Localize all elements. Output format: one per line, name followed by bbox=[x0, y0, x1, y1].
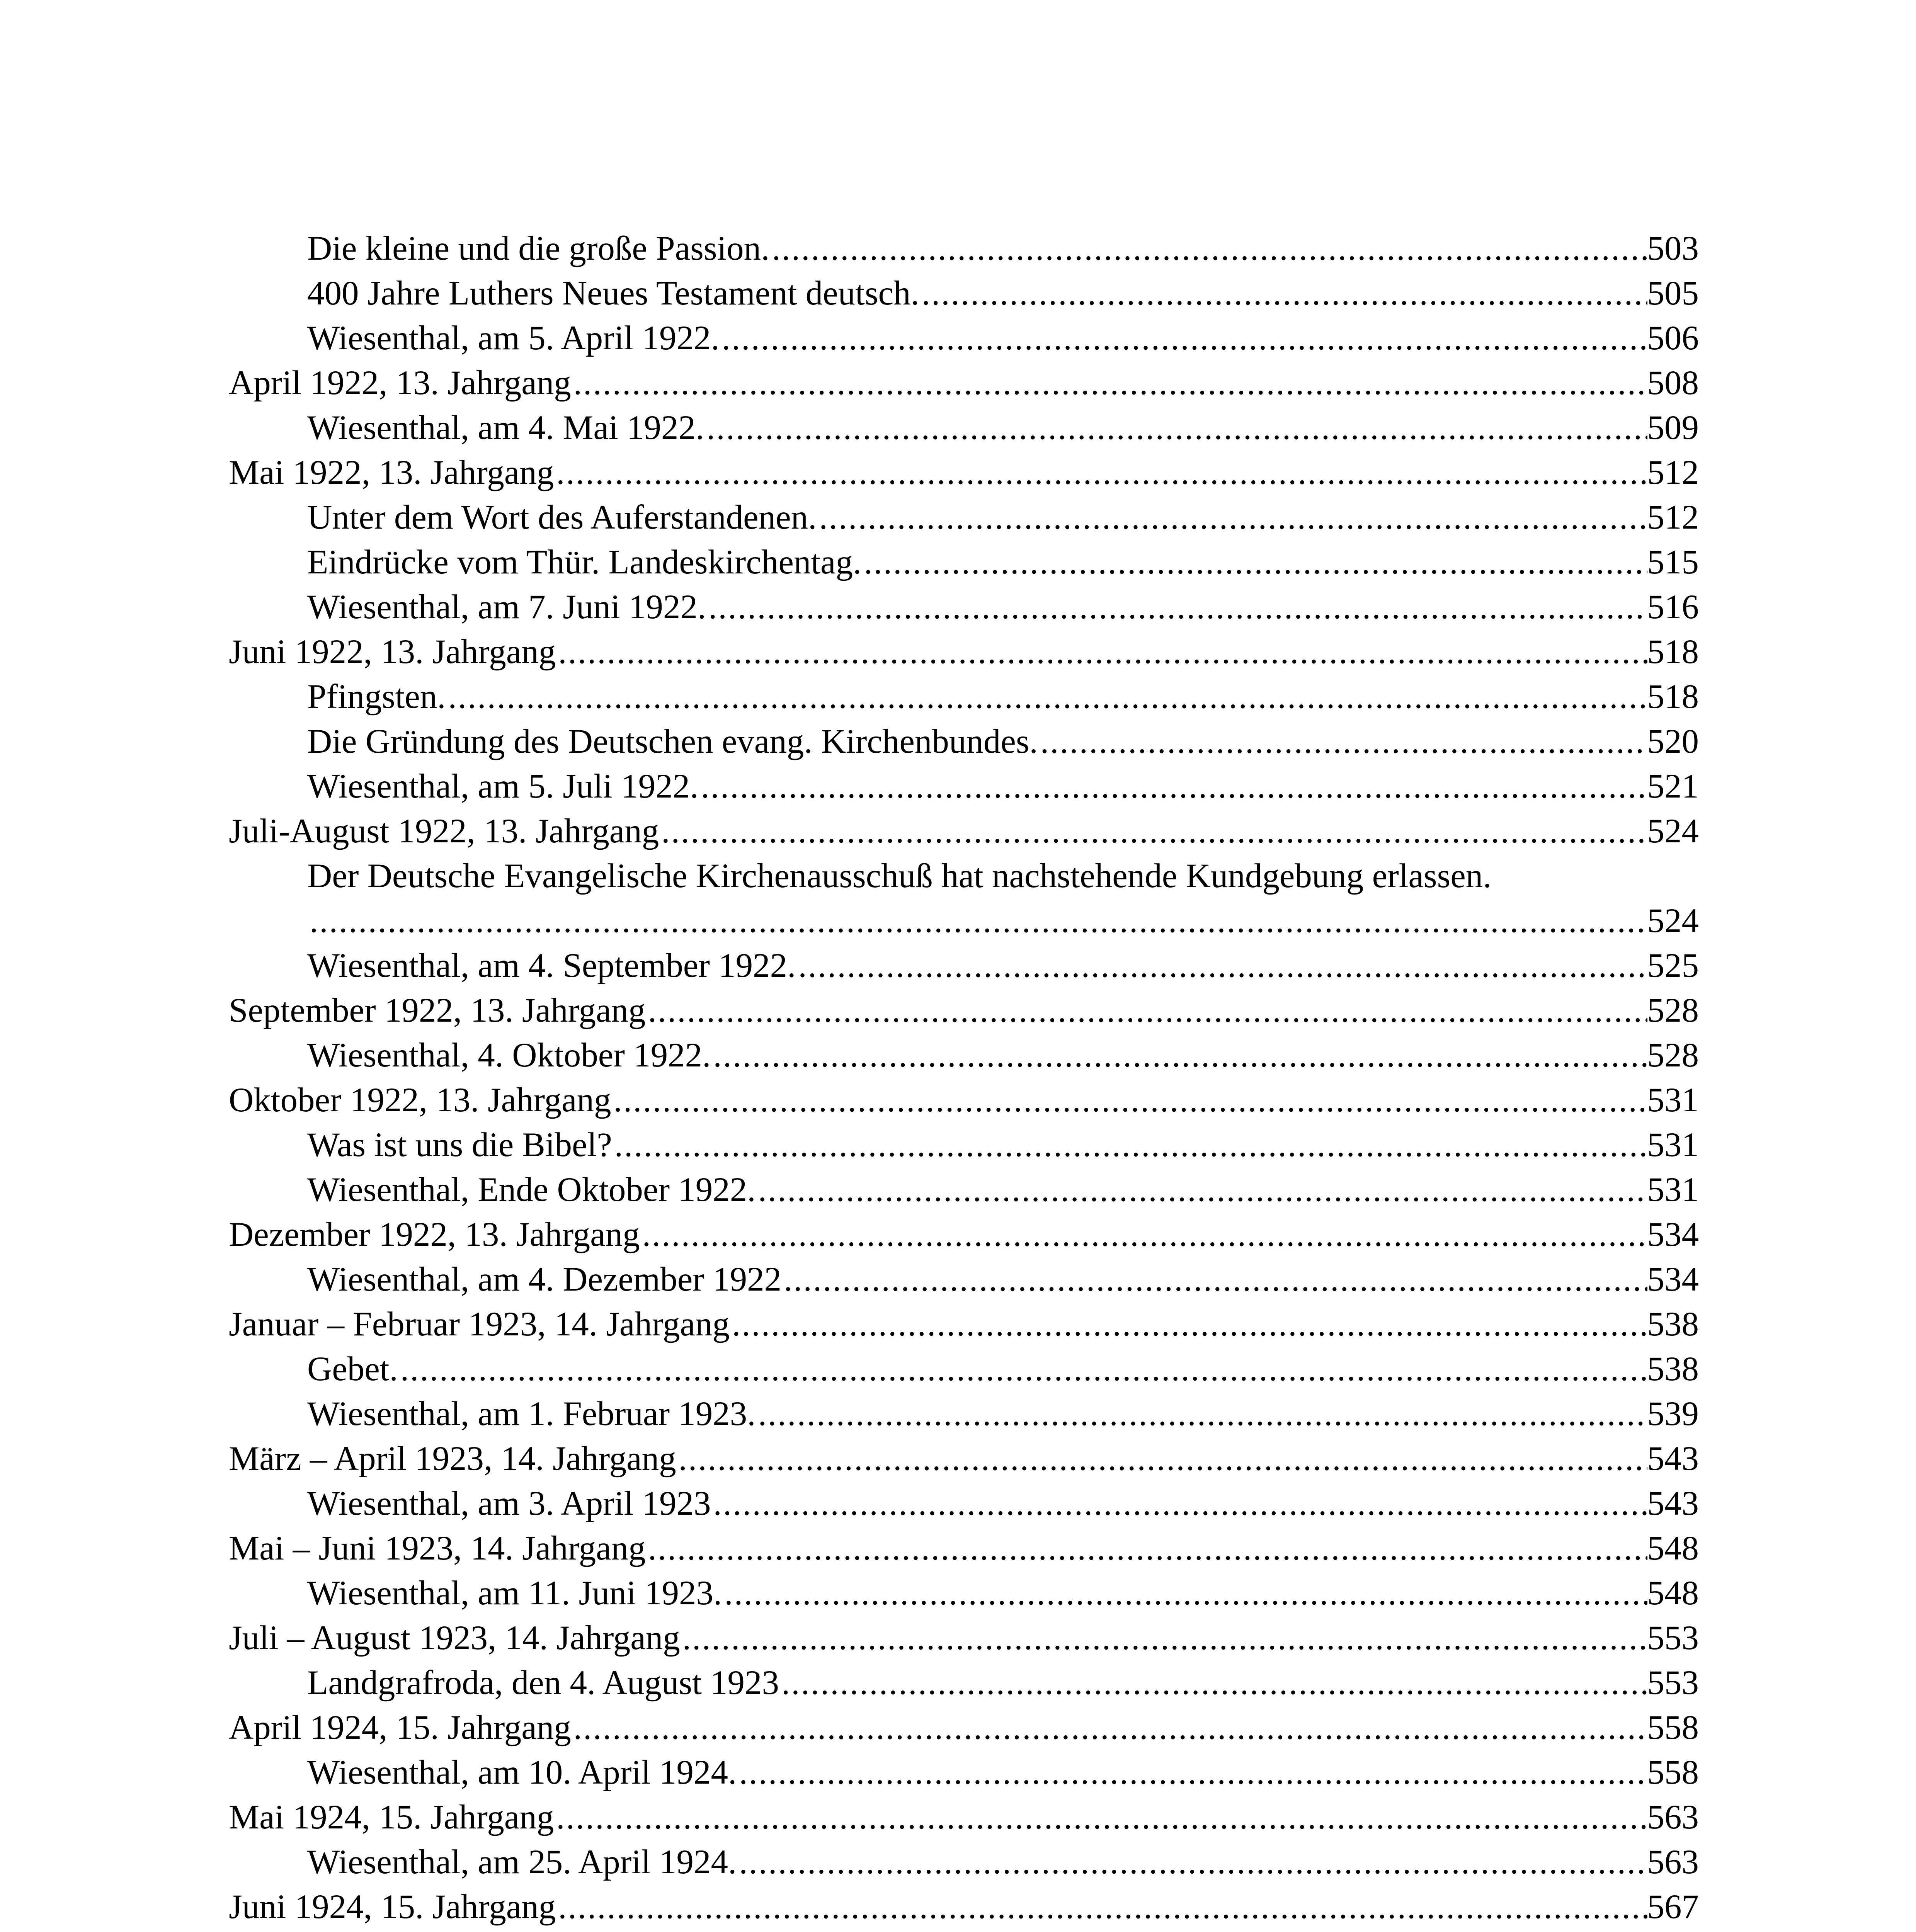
toc-entry-title: Wiesenthal, Ende Oktober 1922. bbox=[307, 1171, 756, 1209]
toc-entry-title: Juli-August 1922, 13. Jahrgang bbox=[229, 812, 659, 850]
dot-leader bbox=[704, 405, 1647, 450]
toc-entry-title bbox=[307, 1929, 721, 1932]
dot-leader bbox=[706, 585, 1647, 629]
dot-leader bbox=[756, 1167, 1647, 1212]
toc-entry bbox=[229, 1705, 1699, 1750]
toc-subentry bbox=[229, 585, 1699, 629]
toc-entry-title: Mai – Juni 1923, 14. Jahrgang bbox=[229, 1529, 646, 1567]
toc-entry-title: Gebet. bbox=[307, 1350, 398, 1388]
toc-entry-page: 539 bbox=[1647, 1395, 1699, 1433]
dot-leader bbox=[646, 1526, 1647, 1571]
toc-entry-page: 553 bbox=[1647, 1664, 1699, 1702]
toc-entry-page: 515 bbox=[1647, 543, 1699, 581]
toc-entry-title: Wiesenthal, am 7. Juni 1922. bbox=[307, 588, 706, 626]
toc-entry-page: 531 bbox=[1647, 1126, 1699, 1164]
toc-entry-continuation bbox=[229, 898, 1699, 943]
dot-leader bbox=[612, 1122, 1647, 1167]
toc-entry-page: 558 bbox=[1647, 1753, 1699, 1791]
dot-leader bbox=[676, 1436, 1647, 1481]
toc-subentry bbox=[229, 1391, 1699, 1436]
dot-leader bbox=[720, 316, 1647, 361]
toc-entry-page: 518 bbox=[1647, 678, 1699, 716]
toc-entry-page: 538 bbox=[1647, 1305, 1699, 1343]
toc-entry-page: 567 bbox=[1647, 1888, 1699, 1926]
toc-entry-title: Der Deutsche Evangelische Kirchenausschuß hat nachstehende Kundgebung erlassen. bbox=[307, 857, 1492, 895]
toc-entry bbox=[229, 809, 1699, 854]
dot-leader bbox=[796, 943, 1647, 988]
toc-entry-title: Wiesenthal, am 11. Juni 1923. bbox=[307, 1574, 722, 1612]
dot-leader bbox=[711, 1033, 1647, 1078]
toc-subentry bbox=[229, 316, 1699, 361]
toc-entry-title: Wiesenthal, am 5. April 1922. bbox=[307, 319, 720, 357]
toc-entry-title: Die kleine und die große Passion. bbox=[307, 230, 770, 267]
toc-entry-page: 543 bbox=[1647, 1440, 1699, 1478]
dot-leader bbox=[556, 629, 1647, 674]
table-of-contents bbox=[229, 226, 1699, 1932]
toc-entry-page: 534 bbox=[1647, 1216, 1699, 1253]
toc-subentry bbox=[229, 674, 1699, 719]
toc-entry-title: Juni 1924, 15. Jahrgang bbox=[229, 1888, 556, 1926]
toc-subentry bbox=[229, 764, 1699, 809]
toc-entry-page: 521 bbox=[1647, 767, 1699, 805]
toc-subentry bbox=[229, 226, 1699, 271]
dot-leader bbox=[611, 1078, 1647, 1122]
toc-entry-page: 563 bbox=[1647, 1843, 1699, 1881]
toc-entry-title: Pfingsten. bbox=[307, 678, 446, 716]
toc-entry-page: 508 bbox=[1647, 364, 1699, 402]
toc-entry bbox=[229, 1436, 1699, 1481]
dot-leader bbox=[861, 540, 1647, 585]
toc-subentry bbox=[229, 1929, 1699, 1932]
toc-entry-page bbox=[1647, 1929, 1699, 1932]
toc-entry-page: 548 bbox=[1647, 1529, 1699, 1567]
toc-entry-title: Unter dem Wort des Auferstandenen. bbox=[307, 498, 817, 536]
dot-leader bbox=[730, 1302, 1647, 1347]
dot-leader bbox=[737, 1840, 1647, 1884]
toc-subentry bbox=[229, 943, 1699, 988]
toc-entry-title: Wiesenthal, 4. Oktober 1922. bbox=[307, 1036, 711, 1074]
dot-leader bbox=[556, 1884, 1647, 1929]
toc-entry-page: 518 bbox=[1647, 633, 1699, 671]
toc-entry-title: Mai 1922, 13. Jahrgang bbox=[229, 454, 554, 492]
toc-entry bbox=[229, 1302, 1699, 1347]
toc-entry-page: 524 bbox=[1647, 902, 1699, 940]
toc-entry-title: Januar – Februar 1923, 14. Jahrgang bbox=[229, 1305, 730, 1343]
toc-subentry bbox=[229, 719, 1699, 764]
dot-leader bbox=[817, 495, 1647, 540]
toc-subentry bbox=[229, 1481, 1699, 1526]
toc-subentry bbox=[229, 1571, 1699, 1616]
toc-entry-page: 520 bbox=[1647, 723, 1699, 760]
dot-leader bbox=[554, 1795, 1647, 1840]
dot-leader bbox=[698, 764, 1647, 809]
toc-entry-page: 534 bbox=[1647, 1260, 1699, 1298]
toc-subentry bbox=[229, 1167, 1699, 1212]
toc-entry-page: 531 bbox=[1647, 1081, 1699, 1119]
toc-entry bbox=[229, 1884, 1699, 1929]
toc-entry-title: Wiesenthal, am 4. September 1922. bbox=[307, 947, 796, 985]
toc-entry-page: 525 bbox=[1647, 947, 1699, 985]
toc-subentry bbox=[229, 1660, 1699, 1705]
dot-leader bbox=[571, 1705, 1647, 1750]
dot-leader bbox=[571, 361, 1647, 405]
toc-entry-page: 531 bbox=[1647, 1171, 1699, 1209]
toc-entry bbox=[229, 1795, 1699, 1840]
toc-subentry bbox=[229, 405, 1699, 450]
toc-subentry bbox=[229, 271, 1699, 316]
toc-entry-page: 563 bbox=[1647, 1798, 1699, 1836]
toc-subentry bbox=[229, 540, 1699, 585]
toc-entry-page: 503 bbox=[1647, 230, 1699, 267]
dot-leader bbox=[769, 226, 1647, 271]
toc-entry-page: 512 bbox=[1647, 454, 1699, 492]
toc-entry-page: 528 bbox=[1647, 1036, 1699, 1074]
toc-entry-title: September 1922, 13. Jahrgang bbox=[229, 992, 646, 1029]
toc-entry-page: 558 bbox=[1647, 1709, 1699, 1747]
toc-entry-title: Was ist uns die Bibel? bbox=[307, 1126, 612, 1164]
toc-entry bbox=[229, 1212, 1699, 1257]
toc-entry bbox=[229, 988, 1699, 1033]
dot-leader bbox=[640, 1212, 1647, 1257]
toc-subentry bbox=[229, 1257, 1699, 1302]
dot-leader bbox=[646, 988, 1647, 1033]
toc-entry-page: 548 bbox=[1647, 1574, 1699, 1612]
toc-entry bbox=[229, 1526, 1699, 1571]
dot-leader bbox=[919, 271, 1647, 316]
dot-leader bbox=[711, 1481, 1647, 1526]
toc-entry-title: Landgrafroda, den 4. August 1923 bbox=[307, 1664, 779, 1702]
toc-subentry bbox=[229, 1347, 1699, 1391]
toc-entry-title: Wiesenthal, am 4. Dezember 1922 bbox=[307, 1260, 782, 1298]
toc-entry-page: 516 bbox=[1647, 588, 1699, 626]
dot-leader bbox=[779, 1660, 1647, 1705]
dot-leader bbox=[722, 1571, 1647, 1616]
toc-entry-title: Dezember 1922, 13. Jahrgang bbox=[229, 1216, 640, 1253]
toc-entry-title: Juli – August 1923, 14. Jahrgang bbox=[229, 1619, 680, 1657]
toc-entry bbox=[229, 450, 1699, 495]
toc-entry-title: Oktober 1922, 13. Jahrgang bbox=[229, 1081, 611, 1119]
dot-leader bbox=[721, 1929, 1647, 1932]
toc-entry-page: 538 bbox=[1647, 1350, 1699, 1388]
dot-leader bbox=[781, 1257, 1647, 1302]
toc-entry-title: April 1924, 15. Jahrgang bbox=[229, 1709, 571, 1747]
toc-entry-page: 524 bbox=[1647, 812, 1699, 850]
dot-leader bbox=[1038, 719, 1647, 764]
dot-leader bbox=[659, 809, 1647, 854]
dot-leader bbox=[446, 674, 1647, 719]
toc-entry-title: Wiesenthal, am 25. April 1924. bbox=[307, 1843, 737, 1881]
toc-entry-title: Wiesenthal, am 5. Juli 1922. bbox=[307, 767, 699, 805]
toc-entry bbox=[229, 629, 1699, 674]
toc-entry bbox=[229, 361, 1699, 405]
toc-entry-title: April 1922, 13. Jahrgang bbox=[229, 364, 571, 402]
toc-entry-page: 505 bbox=[1647, 274, 1699, 312]
dot-leader bbox=[398, 1347, 1647, 1391]
toc-entry bbox=[229, 854, 1699, 898]
toc-entry-page: 512 bbox=[1647, 498, 1699, 536]
toc-entry bbox=[229, 1616, 1699, 1660]
toc-entry-title: März – April 1923, 14. Jahrgang bbox=[229, 1440, 676, 1478]
toc-entry-title: Juni 1922, 13. Jahrgang bbox=[229, 633, 556, 671]
toc-entry-page: 553 bbox=[1647, 1619, 1699, 1657]
toc-entry-title: Die Gründung des Deutschen evang. Kirchenbundes. bbox=[307, 723, 1038, 760]
toc-subentry bbox=[229, 1750, 1699, 1795]
toc-subentry bbox=[229, 1033, 1699, 1078]
toc-entry bbox=[229, 1078, 1699, 1122]
toc-entry-page: 509 bbox=[1647, 409, 1699, 447]
toc-entry-page: 543 bbox=[1647, 1485, 1699, 1522]
toc-subentry bbox=[229, 1122, 1699, 1167]
toc-entry-page: 528 bbox=[1647, 992, 1699, 1029]
toc-entry-title: Wiesenthal, am 4. Mai 1922. bbox=[307, 409, 704, 447]
toc-entry-title: Mai 1924, 15. Jahrgang bbox=[229, 1798, 554, 1836]
toc-entry-title: Wiesenthal, am 3. April 1923 bbox=[307, 1485, 711, 1522]
dot-leader bbox=[756, 1391, 1647, 1436]
toc-entry-page: 506 bbox=[1647, 319, 1699, 357]
dot-leader bbox=[307, 898, 1647, 943]
dot-leader bbox=[680, 1616, 1647, 1660]
toc-entry-title: Wiesenthal, am 10. April 1924. bbox=[307, 1753, 737, 1791]
toc-subentry bbox=[229, 495, 1699, 540]
dot-leader bbox=[737, 1750, 1647, 1795]
toc-entry-title: Wiesenthal, am 1. Februar 1923. bbox=[307, 1395, 756, 1433]
toc-entry-title: Eindrücke vom Thür. Landeskirchentag. bbox=[307, 543, 862, 581]
toc-entry-title: 400 Jahre Luthers Neues Testament deutsch. bbox=[307, 274, 919, 312]
dot-leader bbox=[554, 450, 1647, 495]
toc-subentry bbox=[229, 1840, 1699, 1884]
